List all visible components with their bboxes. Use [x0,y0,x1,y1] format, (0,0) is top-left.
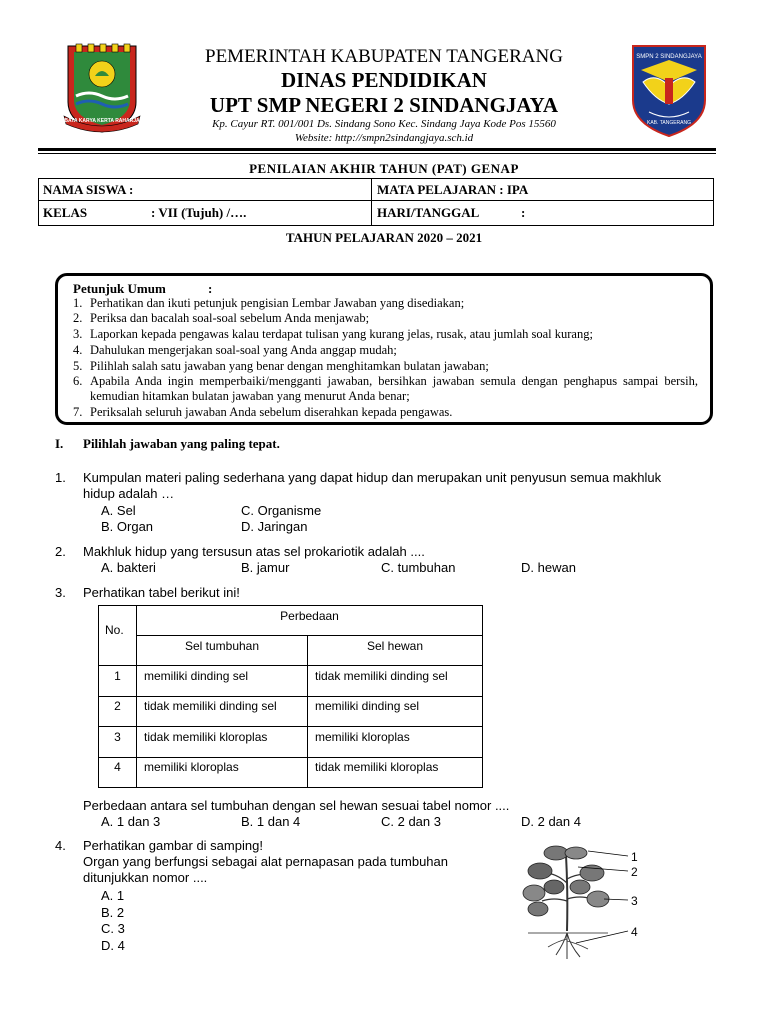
plant-label-1: 1 [631,850,638,864]
question-4-option-d: D. 4 [101,938,125,953]
table-cell-plant: tidak memiliki dinding sel [144,699,277,713]
instruction-text: Apabila Anda ingin memperbaiki/mengganti jawaban, bersihkan jawaban semula dengan penghapus sampai bersih, kemudian hitamkan bulatan jawaban yang menurut Anda benar; [90,374,698,403]
question-4-number: 4. [55,838,66,853]
nama-siswa-label: NAMA SISWA : [43,182,134,197]
question-4-text-line-2: Organ yang berfungsi sebagai alat pernapasan pada tumbuhan [83,854,448,869]
question-4-option-c: C. 3 [101,921,125,936]
instruction-number: 7. [73,405,83,419]
plant-diagram-icon [518,843,648,961]
hari-tanggal-label: HARI/TANGGAL [377,205,480,220]
table-row-number: 2 [114,699,121,713]
hari-tanggal-colon: : [521,205,526,220]
question-4-text-line-1: Perhatikan gambar di samping! [83,838,263,853]
question-2-text: Makhluk hidup yang tersusun atas sel prokariotik adalah .... [83,544,425,559]
instruction-number: 4. [73,343,83,357]
question-2-number: 2. [55,544,66,559]
question-4-text-line-3: ditunjukkan nomor .... [83,870,208,885]
table-cell-animal: memiliki dinding sel [315,699,420,713]
right-logo-top-text: SMPN 2 SINDANGJAYA [636,54,702,60]
question-2-option-b: B. jamur [241,560,290,575]
instruction-text: Periksa dan bacalah soal-soal sebelum Anda menjawab; [90,311,370,325]
question-2-option-c: C. tumbuhan [381,560,456,575]
header-line-3: UPT SMP NEGERI 2 SINDANGJAYA [209,93,559,117]
instruction-text: Pilihlah salah satu jawaban yang benar dengan menghitamkan bulatan jawaban; [90,359,489,373]
question-3-number: 3. [55,585,66,600]
table-header-sel-hewan: Sel hewan [366,639,424,653]
exam-title: PENILAIAN AKHIR TAHUN (PAT) GENAP [249,161,519,176]
question-3-followup: Perbedaan antara sel tumbuhan dengan sel hewan sesuai tabel nomor .... [83,798,510,813]
instructions-title: Petunjuk Umum [73,281,166,296]
question-3-option-b: B. 1 dan 4 [241,814,301,829]
plant-label-4: 4 [631,925,638,939]
table-header-no: No. [105,623,124,637]
header-line-1: PEMERINTAH KABUPATEN TANGERANG [205,46,563,67]
mata-pelajaran-label: MATA PELAJARAN : IPA [377,182,529,197]
instruction-number: 1. [73,296,83,310]
question-4-option-b: B. 2 [101,905,125,920]
question-1-number: 1. [55,470,66,485]
question-3-option-d: D. 2 dan 4 [521,814,581,829]
question-3-text: Perhatikan tabel berikut ini! [83,585,240,600]
question-2-option-d: D. hewan [521,560,576,575]
general-instructions-box [55,273,713,425]
instruction-number: 6. [73,374,83,388]
instruction-number: 2. [73,311,83,325]
right-logo-bottom-text: KAB. TANGERANG [647,120,691,126]
table-cell-plant: memiliki dinding sel [144,669,249,683]
plant-label-3: 3 [631,894,638,908]
header-line-2: DINAS PENDIDIKAN [281,68,487,92]
question-1-text-line-2: hidup adalah … [83,486,175,501]
table-cell-animal: tidak memiliki dinding sel [315,669,448,683]
question-1-option-d: D. Jaringan [241,519,308,534]
table-cell-animal: tidak memiliki kloroplas [315,760,439,774]
question-2-option-a: A. bakteri [101,560,156,575]
instruction-text: Dahulukan mengerjakan soal-soal yang Anda anggap mudah; [90,343,397,357]
question-1-option-c: C. Organisme [241,503,322,518]
instruction-number: 5. [73,359,83,373]
instruction-text: Perhatikan dan ikuti petunjuk pengisian Lembar Jawaban yang disediakan; [90,296,465,310]
table-row-number: 1 [114,669,121,683]
question-1-option-b: B. Organ [101,519,154,534]
instruction-number: 3. [73,327,83,341]
kelas-label: KELAS [43,205,88,220]
instruction-text: Periksalah seluruh jawaban Anda sebelum diserahkan kepada pengawas. [90,405,453,419]
table-row-number: 4 [114,760,121,774]
question-1-option-a: A. Sel [101,503,136,518]
table-row-number: 3 [114,730,121,744]
question-3-option-a: A. 1 dan 3 [101,814,161,829]
question-1-text-line-1: Kumpulan materi paling sederhana yang dapat hidup dan merupakan unit penyusun semua makhluk [83,470,662,485]
section-title: Pilihlah jawaban yang paling tepat. [83,436,280,451]
table-header-sel-tumbuhan: Sel tumbuhan [184,639,260,653]
header-rule-thick [38,148,716,151]
cell-comparison-table [98,605,483,788]
left-logo-motto: BAYA KARYA KERTA RAHARJA [64,118,140,124]
kelas-value: : VII (Tujuh) /…. [151,205,247,220]
header-rule-thin [38,153,716,154]
question-4-option-a: A. 1 [101,888,125,903]
plant-label-2: 2 [631,865,638,879]
academic-year: TAHUN PELAJARAN 2020 – 2021 [285,230,483,245]
plant-illustration [518,843,648,961]
student-identity-table [38,178,714,226]
instruction-text: Laporkan kepada pengawas kalau terdapat tulisan yang kurang jelas, rusak, atau jumlah soal kurang; [90,327,593,341]
table-cell-plant: memiliki kloroplas [144,760,239,774]
header-website: Website: http://smpn2sindangjaya.sch.id [294,132,474,144]
question-3-option-c: C. 2 dan 3 [381,814,441,829]
header-address: Kp. Cayur RT. 001/001 Ds. Sindang Sono Kec. Sindang Jaya Kode Pos 15560 [212,118,556,130]
table-cell-plant: tidak memiliki kloroplas [144,730,268,744]
instructions-title-colon: : [208,281,213,296]
table-cell-animal: memiliki kloroplas [315,730,410,744]
table-header-perbedaan: Perbedaan [280,609,339,623]
section-number: I. [55,436,64,451]
